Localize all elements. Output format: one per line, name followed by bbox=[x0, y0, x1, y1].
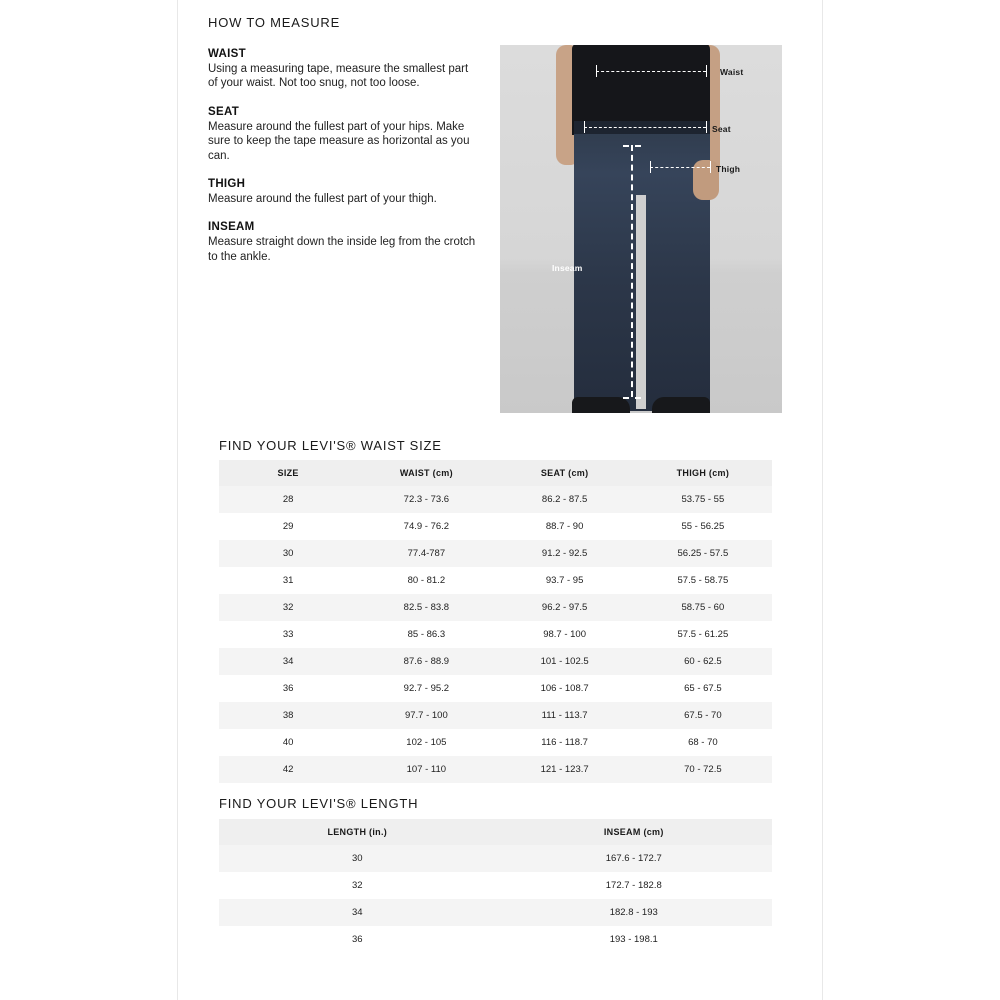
cell-thigh: 70 - 72.5 bbox=[634, 756, 772, 783]
table-header-row bbox=[219, 460, 772, 486]
length-title: FIND YOUR LEVI'S® LENGTH bbox=[219, 796, 419, 811]
cell-thigh: 55 - 56.25 bbox=[634, 513, 772, 540]
measure-body-thigh: Measure around the fullest part of your thigh. bbox=[208, 193, 437, 206]
waist-col-size: SIZE bbox=[219, 460, 357, 486]
cell-waist: 85 - 86.3 bbox=[357, 621, 495, 648]
cell-size: 40 bbox=[219, 729, 357, 756]
cell-size: 38 bbox=[219, 702, 357, 729]
table-row bbox=[219, 729, 772, 756]
thigh-measure-line bbox=[650, 167, 710, 168]
cell-waist: 102 - 105 bbox=[357, 729, 495, 756]
cell-waist: 80 - 81.2 bbox=[357, 567, 495, 594]
cell-waist: 97.7 - 100 bbox=[357, 702, 495, 729]
cell-seat: 93.7 - 95 bbox=[496, 567, 634, 594]
cell-length: 34 bbox=[219, 899, 496, 926]
cell-length: 36 bbox=[219, 926, 496, 953]
measure-block-inseam bbox=[208, 221, 478, 264]
cell-length: 30 bbox=[219, 845, 496, 872]
cell-waist: 87.6 - 88.9 bbox=[357, 648, 495, 675]
waist-col-thigh: THIGH (cm) bbox=[634, 460, 772, 486]
cell-seat: 98.7 - 100 bbox=[496, 621, 634, 648]
cell-size: 32 bbox=[219, 594, 357, 621]
measure-body-waist: Using a measuring tape, measure the smallest part of your waist. Not too snug, not too loose. bbox=[208, 63, 469, 90]
cell-size: 28 bbox=[219, 486, 357, 513]
waist-col-seat: SEAT (cm) bbox=[496, 460, 634, 486]
cell-seat: 116 - 118.7 bbox=[496, 729, 634, 756]
thigh-label: Thigh bbox=[716, 164, 741, 174]
cell-waist: 107 - 110 bbox=[357, 756, 495, 783]
content-column bbox=[178, 0, 822, 1000]
cell-inseam: 182.8 - 193 bbox=[496, 899, 773, 926]
inseam-label: Inseam bbox=[552, 263, 583, 273]
cell-thigh: 67.5 - 70 bbox=[634, 702, 772, 729]
table-row bbox=[219, 872, 772, 899]
cell-thigh: 56.25 - 57.5 bbox=[634, 540, 772, 567]
measurement-diagram-photo bbox=[500, 45, 782, 413]
table-row bbox=[219, 648, 772, 675]
cell-size: 33 bbox=[219, 621, 357, 648]
right-rule bbox=[822, 0, 823, 1000]
cell-thigh: 58.75 - 60 bbox=[634, 594, 772, 621]
cell-thigh: 53.75 - 55 bbox=[634, 486, 772, 513]
cell-seat: 101 - 102.5 bbox=[496, 648, 634, 675]
cell-inseam: 167.6 - 172.7 bbox=[496, 845, 773, 872]
waist-measure-line bbox=[596, 71, 706, 72]
measure-heading-inseam: INSEAM bbox=[208, 221, 255, 234]
cell-thigh: 68 - 70 bbox=[634, 729, 772, 756]
seat-tick-left bbox=[584, 121, 585, 133]
measure-instructions bbox=[208, 48, 478, 279]
cell-thigh: 57.5 - 61.25 bbox=[634, 621, 772, 648]
measure-heading-thigh: THIGH bbox=[208, 178, 246, 191]
cell-waist: 92.7 - 95.2 bbox=[357, 675, 495, 702]
inseam-tick-bottom bbox=[623, 397, 641, 399]
length-table bbox=[219, 819, 772, 953]
length-col-length: LENGTH (in.) bbox=[219, 819, 496, 845]
measure-body-seat: Measure around the fullest part of your hips. Make sure to keep the tape measure as horizontal as you can. bbox=[208, 120, 470, 162]
cell-size: 34 bbox=[219, 648, 357, 675]
cell-waist: 77.4-787 bbox=[357, 540, 495, 567]
cell-seat: 121 - 123.7 bbox=[496, 756, 634, 783]
cell-waist: 82.5 - 83.8 bbox=[357, 594, 495, 621]
cell-waist: 74.9 - 76.2 bbox=[357, 513, 495, 540]
table-row bbox=[219, 540, 772, 567]
seat-measure-line bbox=[584, 127, 706, 128]
table-row bbox=[219, 567, 772, 594]
waist-size-table bbox=[219, 460, 772, 783]
waist-label: Waist bbox=[720, 67, 744, 77]
table-row bbox=[219, 675, 772, 702]
inseam-tick-top bbox=[623, 145, 641, 147]
measure-block-thigh bbox=[208, 178, 478, 206]
waist-col-waist: WAIST (cm) bbox=[357, 460, 495, 486]
table-row bbox=[219, 594, 772, 621]
cell-seat: 106 - 108.7 bbox=[496, 675, 634, 702]
cell-seat: 96.2 - 97.5 bbox=[496, 594, 634, 621]
cell-inseam: 193 - 198.1 bbox=[496, 926, 773, 953]
waist-tick-right bbox=[706, 65, 707, 77]
cell-seat: 91.2 - 92.5 bbox=[496, 540, 634, 567]
table-row bbox=[219, 702, 772, 729]
seat-label: Seat bbox=[712, 124, 731, 134]
length-col-inseam: INSEAM (cm) bbox=[496, 819, 773, 845]
measure-block-seat bbox=[208, 106, 478, 163]
cell-size: 30 bbox=[219, 540, 357, 567]
measure-body-inseam: Measure straight down the inside leg from the crotch to the ankle. bbox=[208, 236, 476, 263]
table-row bbox=[219, 513, 772, 540]
table-row bbox=[219, 899, 772, 926]
table-row bbox=[219, 621, 772, 648]
thigh-tick-left bbox=[650, 161, 651, 173]
cell-seat: 111 - 113.7 bbox=[496, 702, 634, 729]
model-right-shoe bbox=[652, 397, 710, 413]
cell-size: 36 bbox=[219, 675, 357, 702]
waist-size-title: FIND YOUR LEVI'S® WAIST SIZE bbox=[219, 438, 442, 453]
cell-size: 42 bbox=[219, 756, 357, 783]
cell-size: 31 bbox=[219, 567, 357, 594]
table-row bbox=[219, 845, 772, 872]
cell-seat: 86.2 - 87.5 bbox=[496, 486, 634, 513]
cell-size: 29 bbox=[219, 513, 357, 540]
measure-heading-seat: SEAT bbox=[208, 105, 240, 118]
cell-inseam: 172.7 - 182.8 bbox=[496, 872, 773, 899]
seat-tick-right bbox=[706, 121, 707, 133]
waist-tick-left bbox=[596, 65, 597, 77]
how-to-measure-title: HOW TO MEASURE bbox=[208, 15, 341, 30]
inseam-measure-line bbox=[631, 145, 633, 397]
cell-thigh: 65 - 67.5 bbox=[634, 675, 772, 702]
cell-seat: 88.7 - 90 bbox=[496, 513, 634, 540]
cell-length: 32 bbox=[219, 872, 496, 899]
measure-heading-waist: WAIST bbox=[208, 48, 246, 60]
cell-thigh: 57.5 - 58.75 bbox=[634, 567, 772, 594]
measure-block-waist bbox=[208, 48, 478, 91]
table-header-row bbox=[219, 819, 772, 845]
model-leg-gap bbox=[636, 195, 646, 409]
table-row bbox=[219, 926, 772, 953]
cell-waist: 72.3 - 73.6 bbox=[357, 486, 495, 513]
table-row bbox=[219, 486, 772, 513]
thigh-tick-right bbox=[710, 161, 711, 173]
table-row bbox=[219, 756, 772, 783]
model-left-shoe bbox=[572, 397, 630, 413]
cell-thigh: 60 - 62.5 bbox=[634, 648, 772, 675]
